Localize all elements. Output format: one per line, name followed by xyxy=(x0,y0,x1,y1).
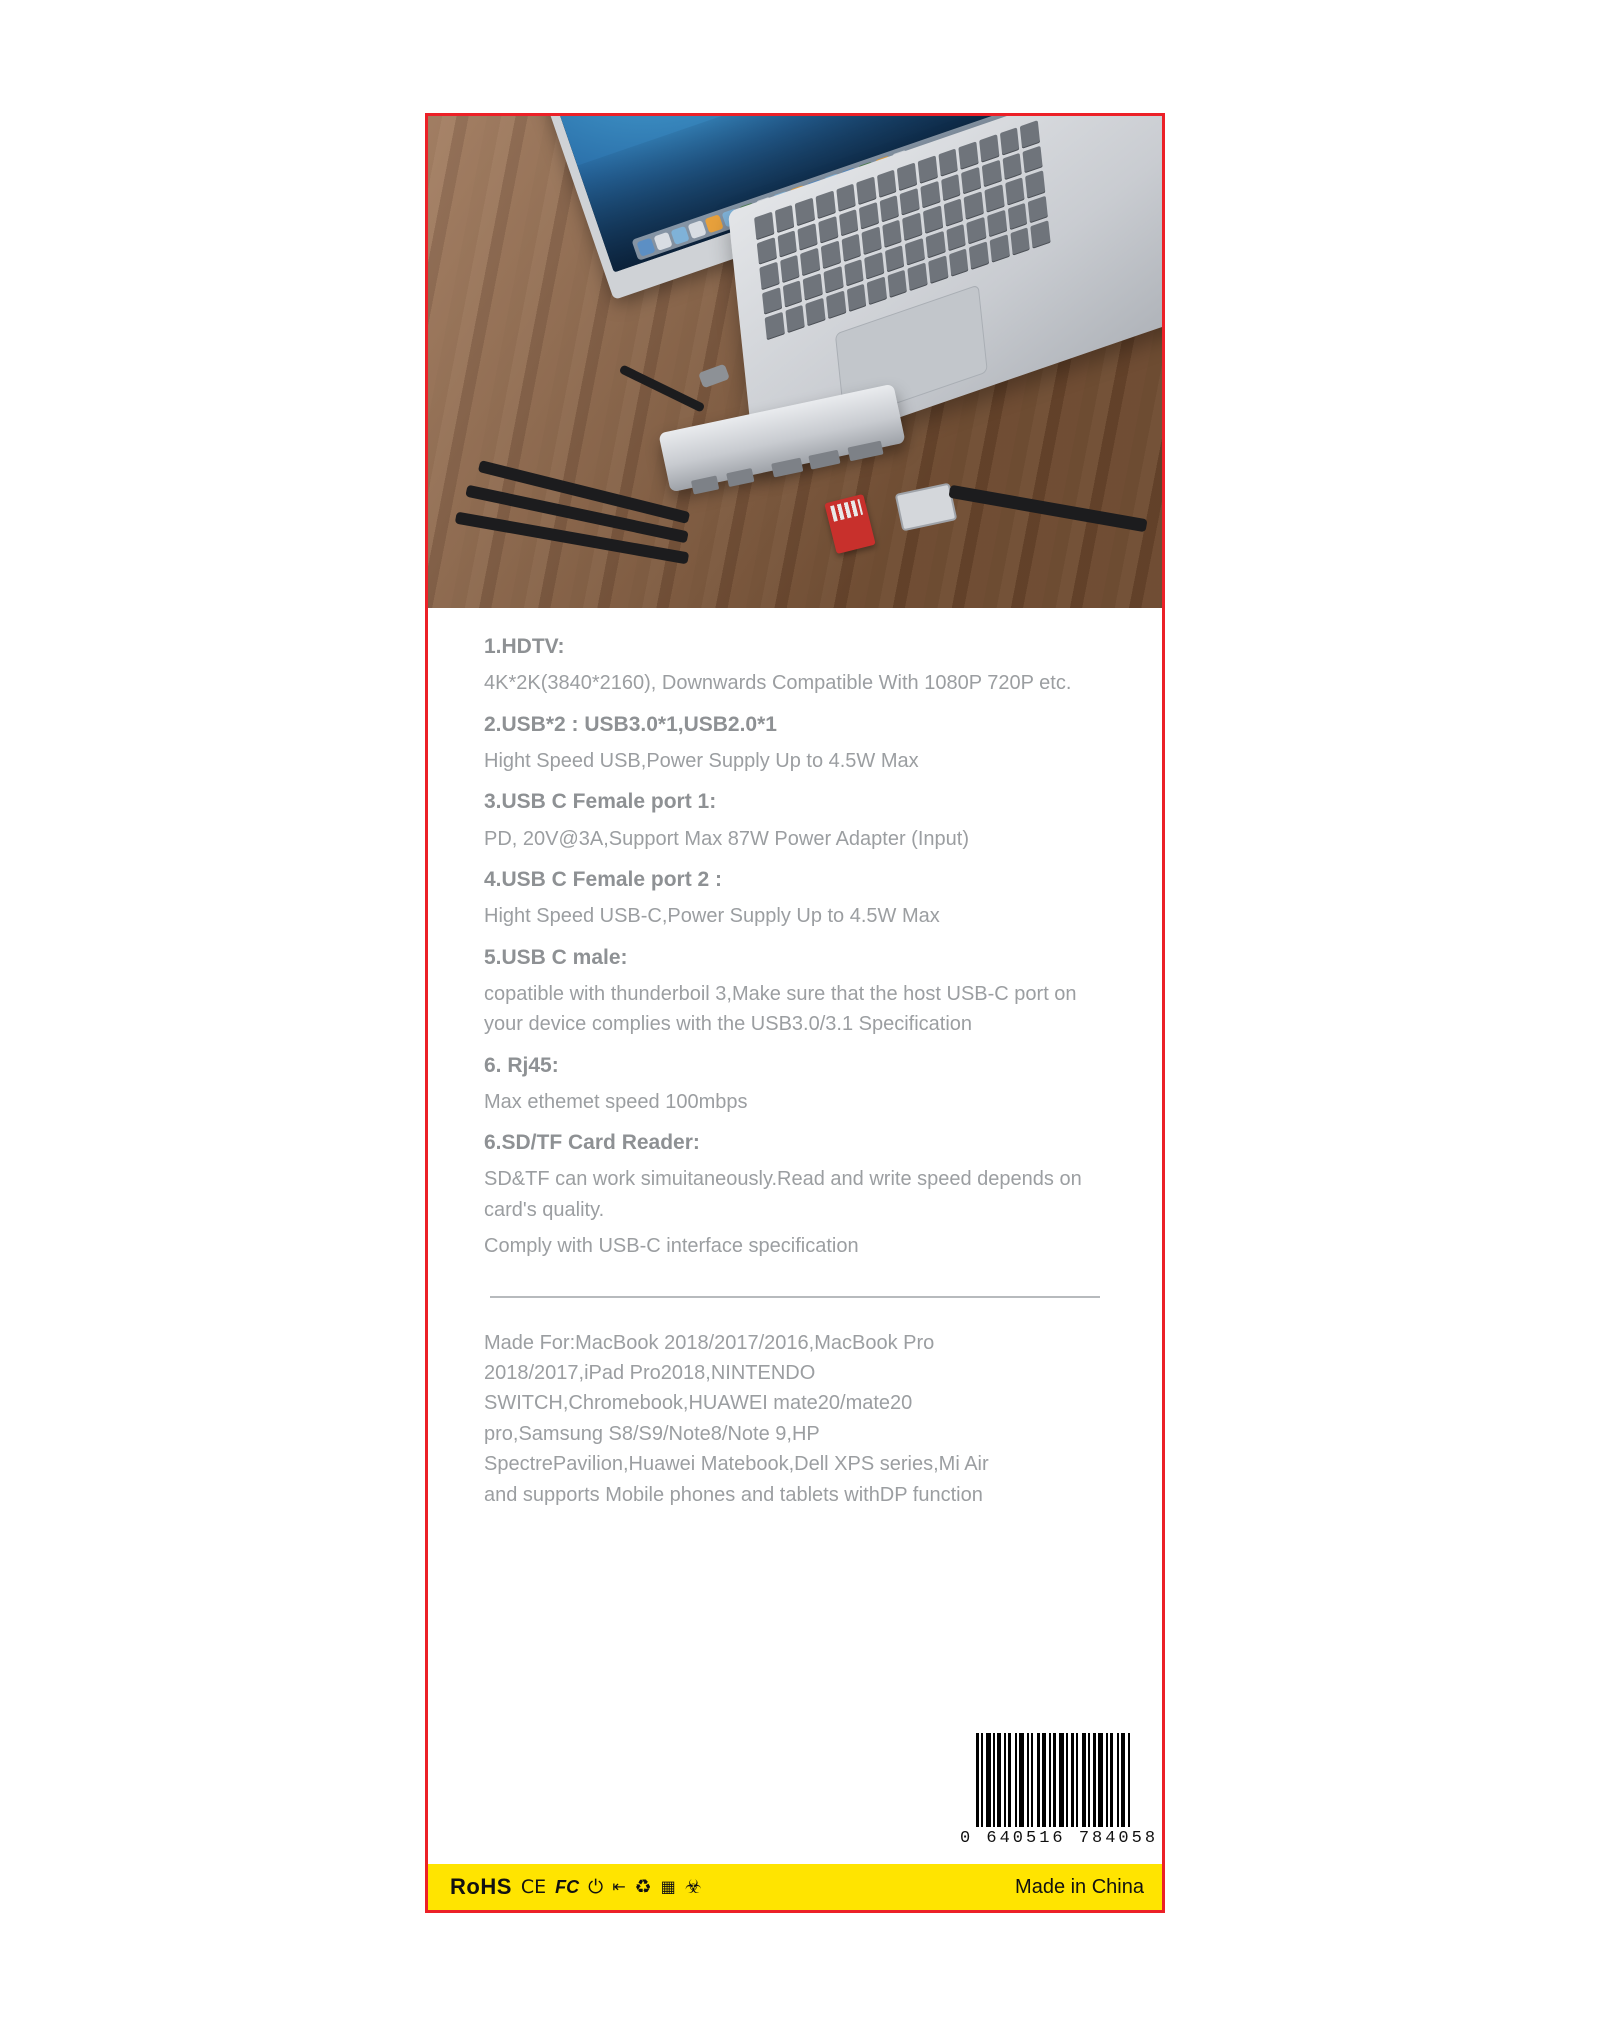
kc-icon: ⇤ xyxy=(612,1877,626,1896)
dock-icon xyxy=(670,225,689,244)
spec-body-rj45: Max ethemet speed 100mbps xyxy=(484,1090,748,1113)
spec-body-usb: Hight Speed USB,Power Supply Up to 4.5W Max xyxy=(484,749,919,772)
dock-icon xyxy=(636,237,655,256)
weee-bin-icon: ☣ xyxy=(684,1875,702,1898)
spec-body-usbc-female-1: PD, 20V@3A,Support Max 87W Power Adapter (Input) xyxy=(484,827,969,850)
compatibility-text: Made For:MacBook 2018/2017/2016,MacBook Pro 2018/2017,iPad Pro2018,NINTENDO SWITCH,Chromebook,HUAWEI mate20/mate20 pro,Samsung S8/S9/Note8/Note 9,HP SpectrePavilion,Huawei Matebook,Dell XPS series,Mi Air and supports Mobile phones and tablets withDP function xyxy=(484,1331,989,1506)
recycle-icon: ♻ xyxy=(634,1875,652,1898)
spec-heading-usb: 2.USB*2 : USB3.0*1,USB2.0*1 xyxy=(484,712,777,736)
barcode-block xyxy=(960,1733,1159,1848)
spec-heading-hdtv: 1.HDTV: xyxy=(484,635,565,658)
certification-footer xyxy=(428,1864,1162,1910)
product-package-panel xyxy=(425,113,1165,1913)
certification-marks xyxy=(450,1874,702,1900)
spec-body-usbc-male: copatible with thunderboil 3,Make sure that the host USB-C port on your device complies with the USB3.0/3.1 Specification xyxy=(484,982,1077,1036)
spec-body-usbc-female-2: Hight Speed USB-C,Power Supply Up to 4.5W Max xyxy=(484,905,940,928)
barcode-bars xyxy=(960,1733,1146,1827)
grid-icon: ▦ xyxy=(660,1877,676,1896)
spec-body-card-reader: SD&TF can work simuitaneously.Read and write speed depends on card's quality. xyxy=(484,1168,1082,1221)
fcc-mark-icon: FC xyxy=(555,1876,580,1897)
spec-heading-usbc-female-2: 4.USB C Female port 2 : xyxy=(484,867,723,891)
dock-icon xyxy=(653,231,672,250)
ce-mark-icon: CE xyxy=(520,1875,547,1898)
spec-heading-rj45: 6. Rj45: xyxy=(484,1053,559,1077)
spec-heading-card-reader: 6.SD/TF Card Reader: xyxy=(484,1131,700,1155)
spec-heading-usbc-female-1: 3.USB C Female port 1: xyxy=(484,790,717,814)
spec-body-hdtv: 4K*2K(3840*2160), Downwards Compatible With 1080P 720P etc. xyxy=(484,672,1072,695)
spec-heading-usbc-male: 5.USB C male: xyxy=(484,945,628,969)
specification-list xyxy=(428,608,1162,1864)
made-in-label: Made in China xyxy=(1015,1875,1144,1898)
section-divider xyxy=(490,1296,1100,1298)
power-icon: ⏻ xyxy=(588,1875,604,1898)
rohs-label: RoHS xyxy=(450,1874,512,1899)
dock-icon xyxy=(688,220,707,239)
dock-icon xyxy=(705,214,724,233)
spec-extra-note: Comply with USB-C interface specification xyxy=(484,1235,859,1258)
barcode-number: 0 640516 784058 xyxy=(960,1829,1159,1848)
product-photo xyxy=(428,116,1162,608)
